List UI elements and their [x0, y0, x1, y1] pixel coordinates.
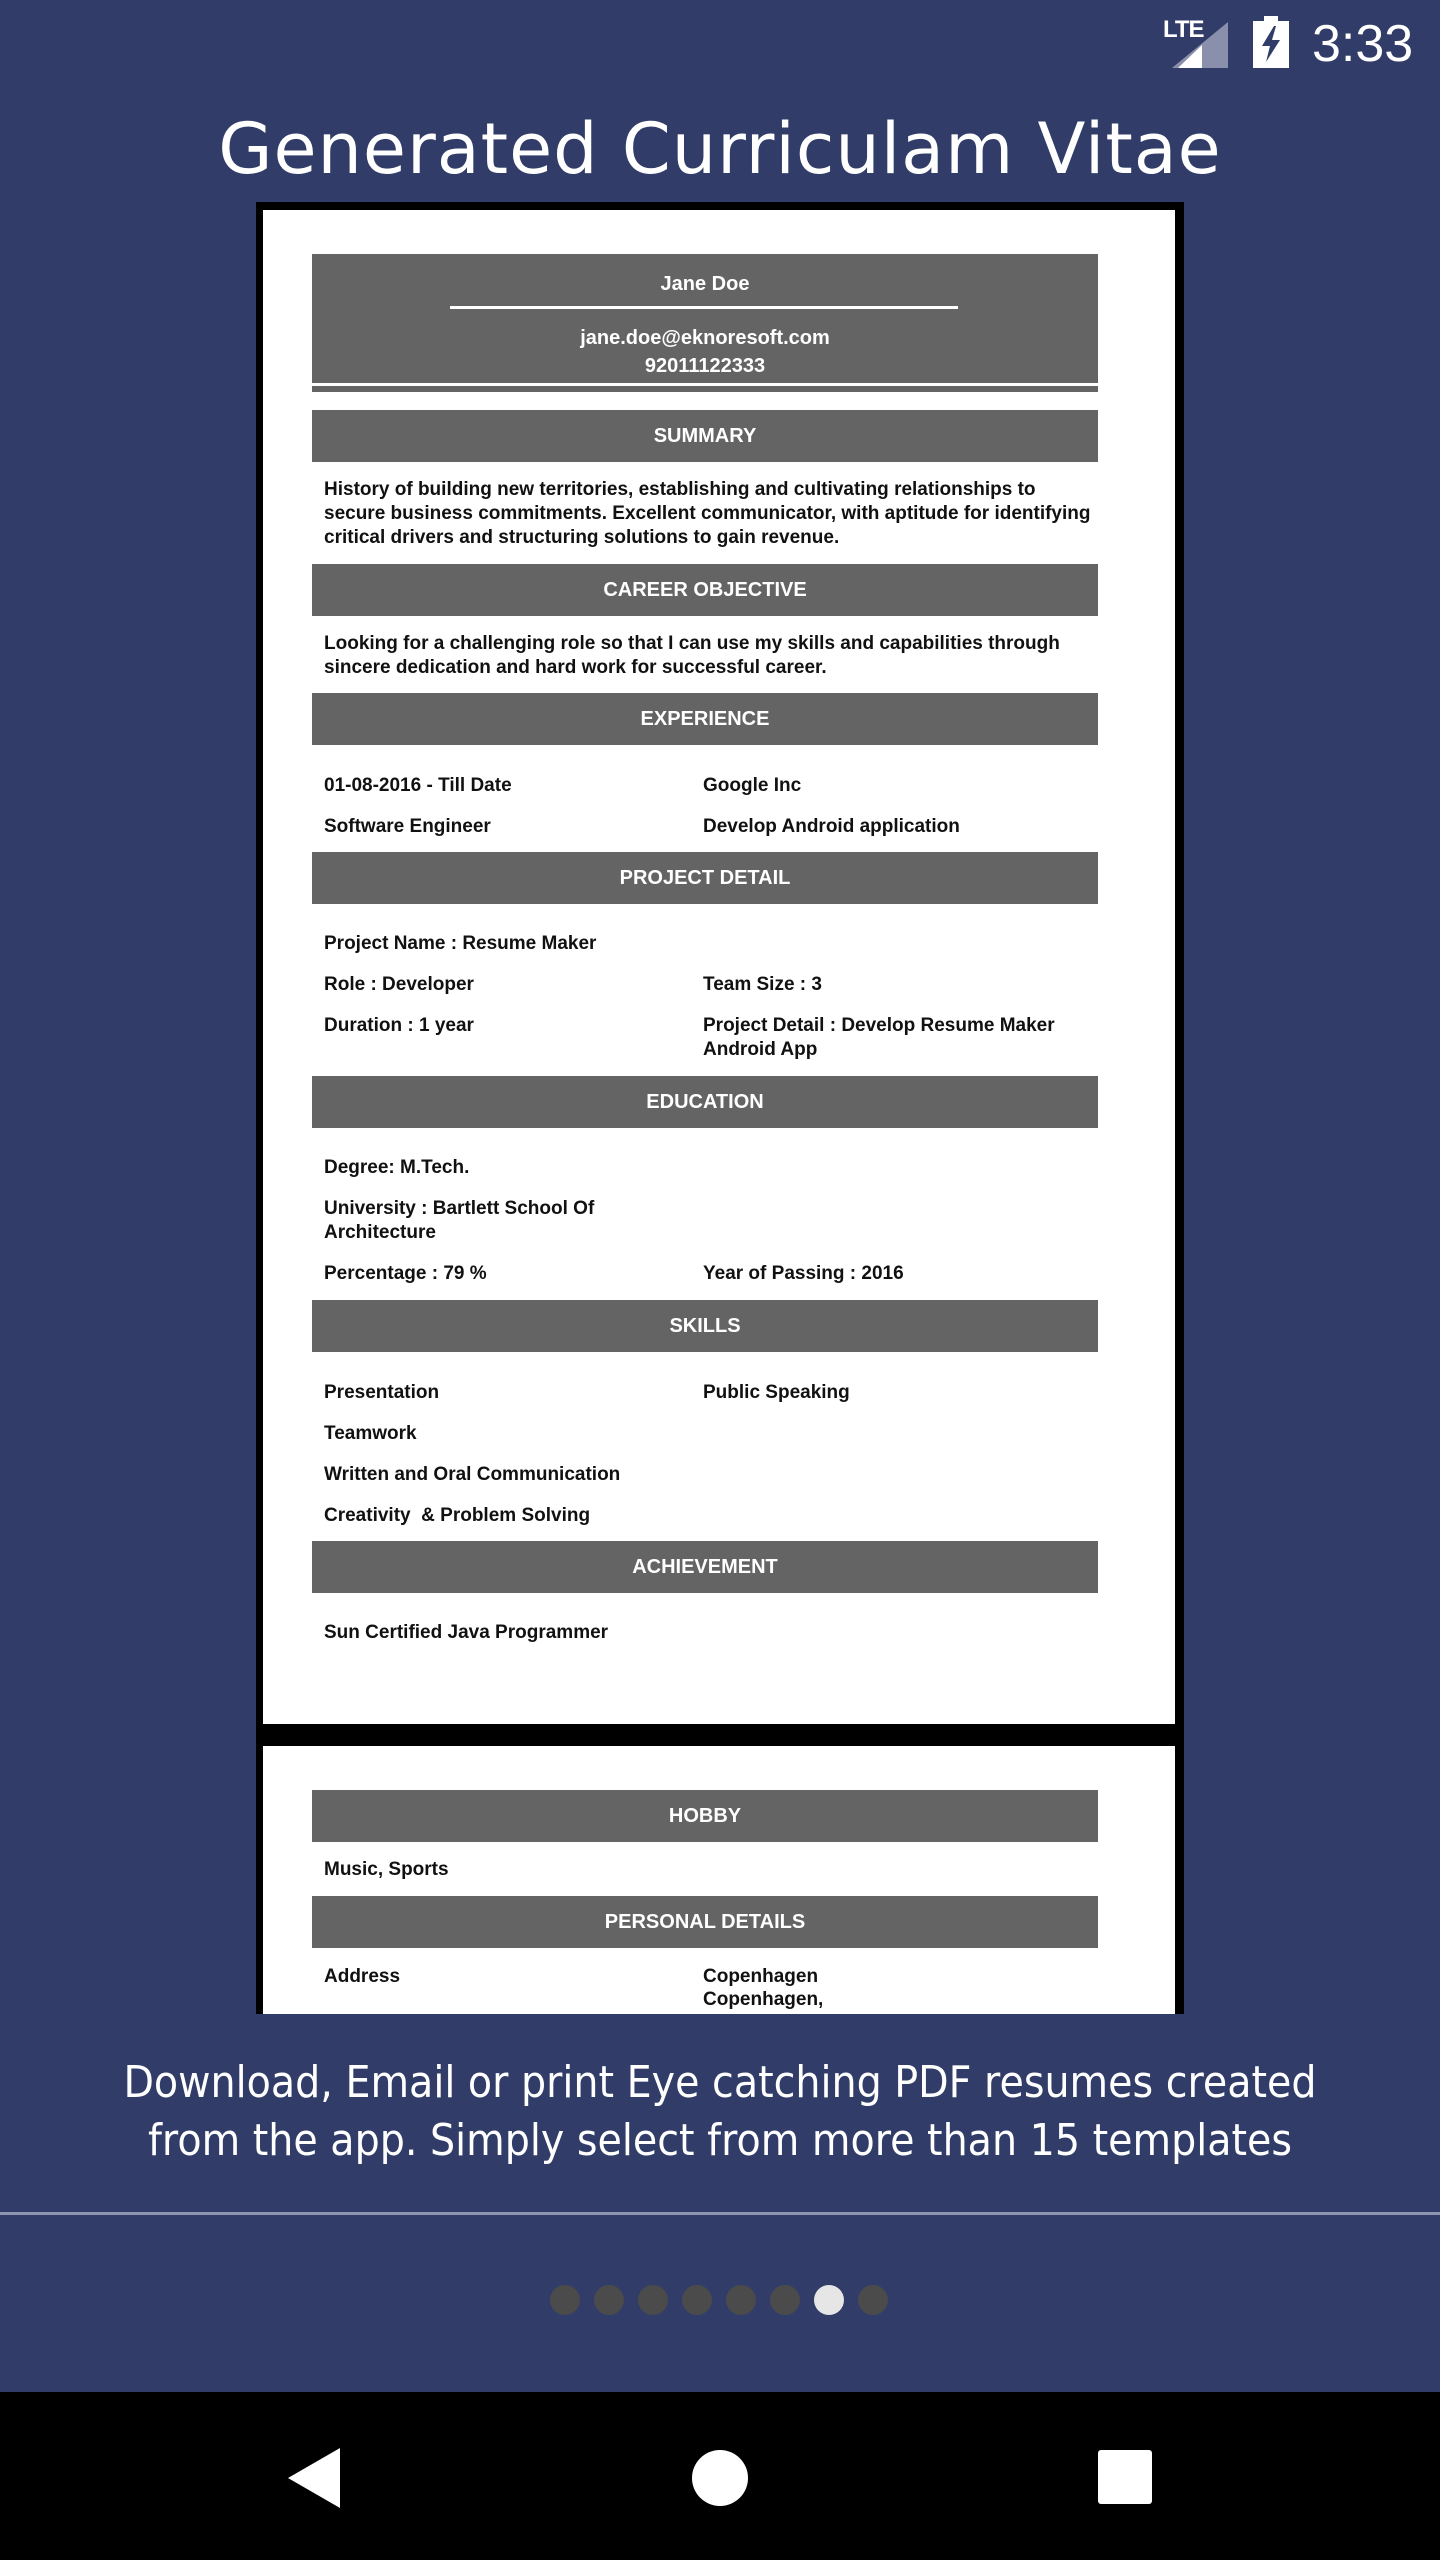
project-duration: Duration : 1 year [324, 1015, 474, 1036]
project-team-size: Team Size : 3 [703, 974, 822, 995]
page-dot[interactable] [550, 2285, 580, 2315]
divider [312, 383, 1098, 386]
section-career-objective: CAREER OBJECTIVE [312, 564, 1098, 616]
skill-item: Creativity & Problem Solving [324, 1505, 591, 1526]
navigation-bar [0, 2392, 1440, 2560]
project-detail: Project Detail : Develop Resume Maker Android App [703, 1015, 1055, 1060]
resume-page-1 [263, 210, 1175, 1724]
resume-preview[interactable] [256, 202, 1184, 2014]
signal-icon [1172, 22, 1228, 68]
experience-dates: 01-08-2016 - Till Date [324, 775, 512, 796]
page-dot[interactable] [726, 2285, 756, 2315]
resume-email: jane.doe@eknoresoft.com [580, 327, 830, 349]
recents-icon[interactable] [1098, 2450, 1152, 2504]
resume-phone: 92011122333 [644, 355, 766, 377]
page-dot[interactable] [814, 2285, 844, 2315]
skill-item: Teamwork [324, 1423, 417, 1444]
section-experience: EXPERIENCE [312, 693, 1098, 745]
divider [450, 306, 958, 309]
education-degree: Degree: M.Tech. [324, 1157, 470, 1178]
achievement-text: Sun Certified Java Programmer [324, 1622, 609, 1643]
skill-item: Presentation [324, 1382, 440, 1403]
experience-title: Software Engineer [324, 816, 491, 837]
address-label: Address [324, 1966, 401, 1987]
address-line-1: Copenhagen [703, 1966, 819, 1987]
skill-item: Public Speaking [703, 1382, 850, 1403]
page-title: Generated Curriculam Vitae [218, 108, 1222, 190]
experience-company: Google Inc [703, 775, 802, 796]
address-line-2: Copenhagen, [703, 1989, 824, 2010]
home-icon[interactable] [690, 2448, 750, 2508]
network-type: LTE [1163, 16, 1204, 43]
section-achievement: ACHIEVEMENT [312, 1541, 1098, 1593]
page-dot[interactable] [682, 2285, 712, 2315]
resume-name: Jane Doe [660, 273, 750, 295]
section-hobby: HOBBY [312, 1790, 1098, 1842]
section-summary: SUMMARY [312, 410, 1098, 462]
battery-charging-icon [1253, 16, 1289, 68]
page-dot[interactable] [638, 2285, 668, 2315]
page-dot[interactable] [858, 2285, 888, 2315]
section-skills: SKILLS [312, 1300, 1098, 1352]
experience-description: Develop Android application [703, 816, 960, 837]
objective-text: Looking for a challenging role so that I can use my skills and capabilities through sincere dedication and hard work for successful career. [324, 633, 1060, 678]
divider [0, 2212, 1440, 2215]
project-role: Role : Developer [324, 974, 474, 995]
summary-text: History of building new territories, establishing and cultivating relationships to secure business commitments. Excellent communicator, with aptitude for identifying critical drivers and structuring solutions to gain revenue. [324, 479, 1091, 548]
status-bar [0, 0, 1440, 86]
section-education: EDUCATION [312, 1076, 1098, 1128]
page-dot[interactable] [770, 2285, 800, 2315]
education-year: Year of Passing : 2016 [703, 1263, 904, 1284]
section-personal-details: PERSONAL DETAILS [312, 1896, 1098, 1948]
skill-item: Written and Oral Communication [324, 1464, 621, 1485]
education-percentage: Percentage : 79 % [324, 1263, 487, 1284]
feature-description: Download, Email or print Eye catching PDF resumes created from the app. Simply select from more than 15 templates [123, 2057, 1317, 2166]
page-dot[interactable] [594, 2285, 624, 2315]
resume-page-2 [263, 1746, 1175, 2014]
clock: 3:33 [1312, 15, 1414, 73]
project-name: Project Name : Resume Maker [324, 933, 597, 954]
hobby-text: Music, Sports [324, 1859, 449, 1880]
back-icon[interactable] [288, 2448, 340, 2508]
education-university: University : Bartlett School Of Architecture [324, 1198, 595, 1243]
section-project-detail: PROJECT DETAIL [312, 852, 1098, 904]
resume-header [312, 254, 1098, 392]
